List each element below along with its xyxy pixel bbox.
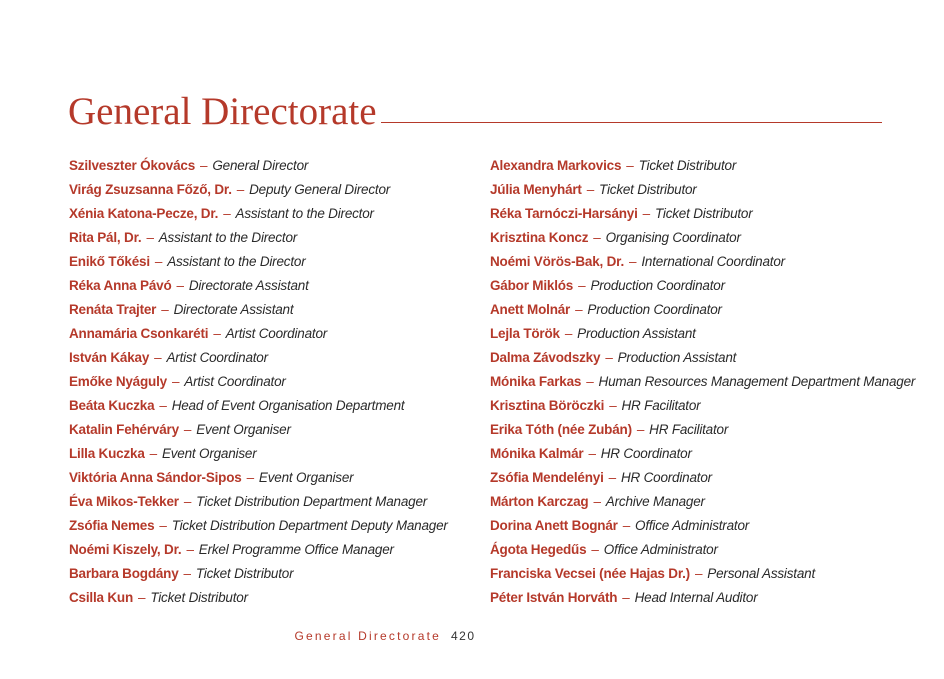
separator-dash: – bbox=[223, 206, 231, 221]
staff-name: Péter István Horváth bbox=[490, 590, 618, 605]
staff-entry bbox=[490, 490, 910, 514]
separator-dash: – bbox=[154, 350, 162, 365]
staff-name: Zsófia Nemes bbox=[69, 518, 155, 533]
staff-entry bbox=[69, 442, 469, 466]
separator-dash: – bbox=[183, 494, 192, 509]
staff-name: Réka Tarnóczi-Harsányi bbox=[490, 206, 638, 221]
staff-entry bbox=[490, 538, 910, 562]
staff-name: Lilla Kuczka bbox=[69, 446, 145, 461]
separator-dash: – bbox=[626, 158, 634, 173]
footer-section-label: General Directorate bbox=[294, 629, 441, 643]
staff-name: Annamária Csonkaréti bbox=[69, 326, 209, 341]
staff-entry bbox=[69, 202, 469, 226]
separator-dash: – bbox=[154, 254, 163, 269]
staff-role: Production Assistant bbox=[617, 350, 737, 365]
staff-name: Mónika Kalmár bbox=[490, 446, 584, 461]
staff-entry bbox=[490, 298, 910, 322]
staff-entry bbox=[490, 226, 910, 250]
staff-role: General Director bbox=[212, 158, 309, 173]
separator-dash: – bbox=[609, 398, 617, 413]
separator-dash: – bbox=[588, 446, 596, 461]
page-title: General Directorate bbox=[68, 90, 377, 133]
separator-dash: – bbox=[593, 230, 601, 245]
separator-dash: – bbox=[161, 302, 169, 317]
staff-entry bbox=[490, 322, 910, 346]
staff-entry bbox=[490, 178, 910, 202]
staff-name: Júlia Menyhárt bbox=[490, 182, 582, 197]
staff-name: Noémi Vörös-Bak, Dr. bbox=[490, 254, 625, 269]
staff-name: Mónika Farkas bbox=[490, 374, 582, 389]
staff-name: Beáta Kuczka bbox=[69, 398, 155, 413]
staff-entry bbox=[69, 250, 469, 274]
staff-role: Production Coordinator bbox=[590, 278, 725, 293]
staff-name: Lejla Török bbox=[490, 326, 560, 341]
staff-name: Franciska Vecsei (née Hajas Dr.) bbox=[490, 566, 690, 581]
staff-name: Csilla Kun bbox=[69, 590, 134, 605]
separator-dash: – bbox=[593, 494, 601, 509]
separator-dash: – bbox=[586, 182, 595, 197]
staff-role: Ticket Distributor bbox=[638, 158, 737, 173]
staff-name: Réka Anna Pávó bbox=[69, 278, 172, 293]
staff-role: Event Organiser bbox=[258, 470, 354, 485]
separator-dash: – bbox=[591, 542, 599, 557]
staff-name: István Kákay bbox=[69, 350, 150, 365]
staff-role: Artist Coordinator bbox=[166, 350, 268, 365]
staff-role: International Coordinator bbox=[641, 254, 785, 269]
staff-entry bbox=[69, 178, 469, 202]
staff-role: Erkel Programme Office Manager bbox=[198, 542, 394, 557]
title-rule bbox=[381, 122, 882, 123]
separator-dash: – bbox=[159, 518, 167, 533]
staff-entry bbox=[69, 154, 469, 178]
separator-dash: – bbox=[183, 566, 191, 581]
staff-name: Anett Molnár bbox=[490, 302, 571, 317]
staff-name: Szilveszter Ókovács bbox=[69, 158, 196, 173]
separator-dash: – bbox=[200, 158, 208, 173]
separator-dash: – bbox=[694, 566, 703, 581]
staff-role: Ticket Distributor bbox=[150, 590, 248, 605]
staff-name: Noémi Kiszely, Dr. bbox=[69, 542, 182, 557]
staff-name: Renáta Trajter bbox=[69, 302, 157, 317]
staff-entry bbox=[69, 418, 469, 442]
staff-name: Rita Pál, Dr. bbox=[69, 230, 142, 245]
staff-entry bbox=[69, 226, 469, 250]
staff-entry bbox=[490, 370, 916, 394]
staff-role: Head of Event Organisation Department bbox=[171, 398, 405, 413]
staff-role: Archive Manager bbox=[605, 494, 705, 509]
staff-name: Barbara Bogdány bbox=[69, 566, 179, 581]
staff-role: Assistant to the Director bbox=[167, 254, 306, 269]
staff-entry bbox=[69, 562, 469, 586]
staff-entry bbox=[69, 514, 469, 538]
staff-role: Artist Coordinator bbox=[184, 374, 286, 389]
staff-name: Viktória Anna Sándor-Sipos bbox=[69, 470, 242, 485]
staff-role: Ticket Distributor bbox=[654, 206, 753, 221]
staff-entry bbox=[490, 442, 910, 466]
staff-entry bbox=[490, 466, 910, 490]
separator-dash: – bbox=[146, 230, 154, 245]
staff-name: Márton Karczag bbox=[490, 494, 589, 509]
staff-role: Event Organiser bbox=[161, 446, 257, 461]
staff-role: Personal Assistant bbox=[707, 566, 815, 581]
staff-role: Organising Coordinator bbox=[605, 230, 741, 245]
staff-entry bbox=[490, 418, 910, 442]
staff-role: Directorate Assistant bbox=[173, 302, 294, 317]
separator-dash: – bbox=[629, 254, 637, 269]
staff-role: Artist Coordinator bbox=[225, 326, 328, 341]
separator-dash: – bbox=[176, 278, 184, 293]
staff-entry bbox=[69, 370, 469, 394]
page-number: 420 bbox=[451, 629, 476, 643]
separator-dash: – bbox=[564, 326, 573, 341]
staff-role: HR Coordinator bbox=[620, 470, 712, 485]
staff-entry bbox=[69, 298, 469, 322]
separator-dash: – bbox=[622, 590, 630, 605]
staff-role: Ticket Distribution Department Manager bbox=[196, 494, 428, 509]
staff-name: Katalin Fehérváry bbox=[69, 422, 179, 437]
staff-entry bbox=[69, 346, 469, 370]
staff-role: Ticket Distributor bbox=[195, 566, 294, 581]
staff-entry bbox=[69, 466, 469, 490]
staff-role: Directorate Assistant bbox=[188, 278, 309, 293]
separator-dash: – bbox=[159, 398, 167, 413]
staff-name: Dorina Anett Bognár bbox=[490, 518, 618, 533]
separator-dash: – bbox=[575, 302, 583, 317]
staff-role: Head Internal Auditor bbox=[634, 590, 758, 605]
separator-dash: – bbox=[578, 278, 586, 293]
staff-entry bbox=[490, 562, 910, 586]
staff-role: Event Organiser bbox=[196, 422, 291, 437]
staff-role: Office Administrator bbox=[603, 542, 718, 557]
staff-name: Alexandra Markovics bbox=[490, 158, 622, 173]
separator-dash: – bbox=[586, 374, 594, 389]
staff-name: Éva Mikos-Tekker bbox=[69, 494, 179, 509]
staff-role: Deputy General Director bbox=[249, 182, 391, 197]
staff-name: Dalma Závodszky bbox=[490, 350, 601, 365]
staff-entry bbox=[490, 514, 910, 538]
staff-role: Human Resources Management Department Manager bbox=[598, 374, 916, 389]
staff-name: Enikő Tőkési bbox=[69, 254, 150, 269]
separator-dash: – bbox=[236, 182, 245, 197]
separator-dash: – bbox=[636, 422, 645, 437]
separator-dash: – bbox=[149, 446, 157, 461]
staff-entry bbox=[490, 250, 910, 274]
separator-dash: – bbox=[642, 206, 650, 221]
separator-dash: – bbox=[246, 470, 254, 485]
staff-role: Production Assistant bbox=[577, 326, 696, 341]
staff-entry bbox=[490, 154, 910, 178]
staff-name: Ágota Hegedűs bbox=[490, 542, 587, 557]
separator-dash: – bbox=[622, 518, 631, 533]
staff-role: Ticket Distribution Department Deputy Manager bbox=[171, 518, 448, 533]
staff-role: HR Coordinator bbox=[600, 446, 692, 461]
separator-dash: – bbox=[186, 542, 194, 557]
separator-dash: – bbox=[183, 422, 192, 437]
staff-list-left bbox=[69, 154, 469, 610]
staff-name: Krisztina Böröczki bbox=[490, 398, 605, 413]
staff-role: Assistant to the Director bbox=[158, 230, 298, 245]
separator-dash: – bbox=[171, 374, 180, 389]
staff-entry bbox=[69, 322, 469, 346]
staff-role: Ticket Distributor bbox=[599, 182, 697, 197]
staff-name: Emőke Nyáguly bbox=[69, 374, 167, 389]
staff-entry bbox=[490, 586, 910, 610]
staff-entry bbox=[69, 538, 469, 562]
staff-name: Zsófia Mendelényi bbox=[490, 470, 604, 485]
staff-role: Production Coordinator bbox=[587, 302, 722, 317]
staff-role: HR Facilitator bbox=[621, 398, 701, 413]
page-header bbox=[68, 88, 882, 136]
staff-entry bbox=[69, 490, 469, 514]
staff-name: Xénia Katona-Pecze, Dr. bbox=[69, 206, 219, 221]
staff-list-right bbox=[490, 154, 916, 610]
staff-role: Office Administrator bbox=[635, 518, 750, 533]
separator-dash: – bbox=[605, 350, 613, 365]
staff-role: HR Facilitator bbox=[649, 422, 729, 437]
staff-name: Krisztina Koncz bbox=[490, 230, 589, 245]
staff-entry bbox=[69, 274, 469, 298]
staff-entry bbox=[490, 394, 910, 418]
staff-entry bbox=[490, 346, 910, 370]
page-footer bbox=[0, 626, 944, 646]
staff-role: Assistant to the Director bbox=[235, 206, 374, 221]
staff-name: Erika Tóth (née Zubán) bbox=[490, 422, 632, 437]
staff-entry bbox=[490, 202, 910, 226]
separator-dash: – bbox=[608, 470, 616, 485]
staff-entry bbox=[69, 394, 469, 418]
staff-name: Virág Zsuzsanna Főző, Dr. bbox=[69, 182, 232, 197]
staff-name: Gábor Miklós bbox=[490, 278, 574, 293]
separator-dash: – bbox=[138, 590, 146, 605]
staff-entry bbox=[490, 274, 910, 298]
staff-entry bbox=[69, 586, 469, 610]
separator-dash: – bbox=[213, 326, 221, 341]
